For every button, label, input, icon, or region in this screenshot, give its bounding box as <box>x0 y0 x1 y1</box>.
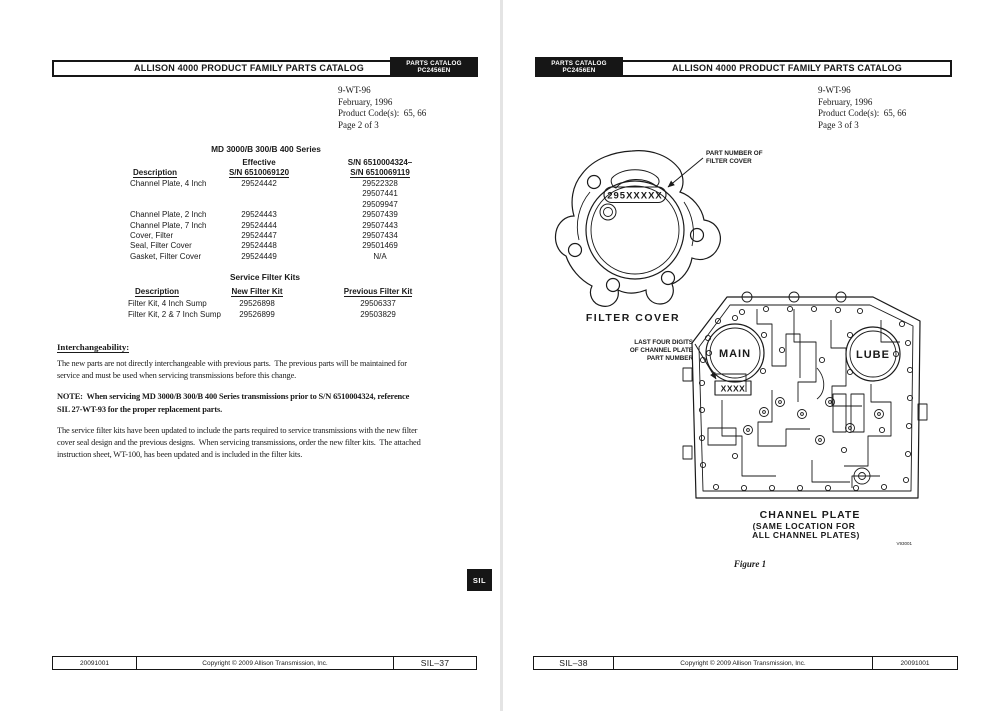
main-port-label: MAIN <box>718 348 752 360</box>
interchangeability-paragraph: The new parts are not directly interchangeable with previous parts. The previous parts will be maintained for service and must be used when servicing transmissions before this change. <box>57 359 407 381</box>
sil-edge-tab: SIL <box>467 569 492 591</box>
doc-product-codes: Product Code(s): 65, 66 <box>818 108 907 119</box>
doc-product-codes: Product Code(s): 65, 66 <box>338 108 427 119</box>
doc-page-number: Page 2 of 3 <box>338 119 379 130</box>
table-row: Filter Kit, 2 & 7 Inch Sump 29526899 29503829 <box>128 310 396 319</box>
filter-cover-slot <box>611 170 659 188</box>
parts-catalog-badge <box>390 57 478 76</box>
table-row: Channel Plate, 2 Inch 29524443 29507439 <box>130 210 398 220</box>
series-table-title: MD 3000/B 300/B 400 Series <box>211 144 321 154</box>
filter-kits-table-title: Service Filter Kits <box>229 272 301 282</box>
lube-port-label: LUBE <box>856 349 890 361</box>
channel-plate-drawing <box>630 292 927 546</box>
channel-plate-caption-line3: ALL CHANNEL PLATES) <box>752 530 860 540</box>
col-description-label: Description <box>135 287 180 296</box>
parts-catalog-badge <box>535 57 623 76</box>
table-row: Filter Kit, 4 Inch Sump 29526898 29506337 <box>128 299 396 308</box>
edge-tab <box>683 368 692 381</box>
filter-kits-table <box>128 287 458 321</box>
table-row: Cover, Filter 29524447 29507434 <box>130 230 398 240</box>
callout-text: PART NUMBER <box>646 355 693 362</box>
footer-bar <box>533 656 958 670</box>
oil-channels <box>708 309 900 488</box>
table-row: Seal, Filter Cover 29524448 29501469 <box>130 241 398 251</box>
callout-leader-line <box>695 344 716 379</box>
callout-text: FILTER COVER <box>706 158 752 165</box>
bolt-hole <box>607 279 620 292</box>
figure-1-drawing <box>532 138 982 583</box>
badge-line1: PARTS CATALOG <box>406 59 462 67</box>
table-row: Channel Plate, 4 Inch 29524442 29522328 <box>130 179 398 188</box>
callout-text: LAST FOUR DIGITS <box>634 339 693 346</box>
footer-page-id: SIL–37 <box>420 658 450 668</box>
badge-line1: PARTS CATALOG <box>551 59 607 67</box>
table-row: 29509947 <box>362 199 398 209</box>
series-table-header-row2 <box>130 168 460 179</box>
part-number-text: 295XXXXX <box>607 190 663 202</box>
callout-text: PART NUMBER OF <box>706 150 763 157</box>
doc-date: February, 1996 <box>818 96 873 107</box>
col-effective-label: Effective <box>242 158 276 167</box>
channel-plate-outline <box>692 297 920 498</box>
footer-page-id: SIL–38 <box>534 657 614 669</box>
col-new-kit-label: New Filter Kit <box>231 287 283 296</box>
bolt-hole <box>662 272 675 285</box>
footer-copyright: Copyright © 2009 Allison Transmission, Inc. <box>137 657 394 669</box>
doc-page-number: Page 3 of 3 <box>818 119 859 130</box>
plug-boss <box>600 204 616 220</box>
doc-number: 9-WT-96 <box>338 85 371 95</box>
drawing-code: V93001 <box>896 541 912 546</box>
doc-info <box>818 85 906 131</box>
footer-copyright: Copyright © 2009 Allison Transmission, Inc. <box>614 657 873 669</box>
col-effective-sn-label: S/N 6510069120 <box>228 168 290 177</box>
valve-bores <box>744 398 884 485</box>
service-kits-paragraph: The service filter kits have been updated to include the parts required to service transmissions with the new filter cover seal design and the previous designs. When servicing transmissions, order the new filter kits. The attached instruction sheet, WT-100, has been updated and is included in the filter kits. <box>57 425 421 460</box>
page-right <box>504 0 1007 711</box>
filter-cover-drawing <box>555 150 762 324</box>
col-sn-range-label: S/N 6510004324– <box>347 158 413 167</box>
table-row: Channel Plate, 7 Inch 29524444 29507443 <box>130 220 398 230</box>
table-row: 29507441 <box>362 189 398 199</box>
interchangeability-section <box>57 337 477 461</box>
badge-line2: PC2456EN <box>562 67 596 75</box>
filter-cover-caption: FILTER COVER <box>585 312 681 324</box>
channel-plate-caption-line2: (SAME LOCATION FOR <box>752 521 856 531</box>
channel-plate-caption: CHANNEL PLATE <box>759 509 861 521</box>
bolt-hole <box>691 229 704 242</box>
page-title: ALLISON 4000 PRODUCT FAMILY PARTS CATALOG <box>134 63 364 74</box>
page-left <box>0 0 501 711</box>
col-previous-kit-label: Previous Filter Kit <box>343 287 413 296</box>
series-table-header-row1 <box>130 158 460 168</box>
col-previous-sn-label: S/N 6510069119 <box>350 168 410 177</box>
footer-date-code: 20091001 <box>53 657 137 669</box>
col-description-label: Description <box>133 168 178 177</box>
badge-line2: PC2456EN <box>417 67 451 75</box>
callout-text: OF CHANNEL PLATE <box>629 347 693 354</box>
bolt-hole <box>588 176 601 189</box>
edge-tab <box>683 446 692 459</box>
doc-number: 9-WT-96 <box>818 85 851 95</box>
part-digits-text: XXXX <box>720 383 746 394</box>
doc-date: February, 1996 <box>338 96 393 107</box>
bolt-hole <box>569 244 582 257</box>
page-separator <box>500 0 503 711</box>
table-row: Gasket, Filter Cover 29524449 N/A <box>130 251 387 261</box>
footer-bar <box>52 656 477 670</box>
interchangeability-heading: Interchangeability: <box>57 342 130 352</box>
footer-date-code: 20091001 <box>900 659 930 667</box>
doc-info <box>338 85 426 131</box>
page-title: ALLISON 4000 PRODUCT FAMILY PARTS CATALOG <box>672 63 902 74</box>
filter-kits-header-row <box>128 287 458 299</box>
figure-caption: Figure 1 <box>733 559 767 569</box>
series-table <box>130 158 460 262</box>
note-paragraph: NOTE: When servicing MD 3000/B 300/B 400 Series transmissions prior to S/N 6510004324, reference SIL 27-WT-93 for the proper replacement parts. <box>57 392 410 414</box>
